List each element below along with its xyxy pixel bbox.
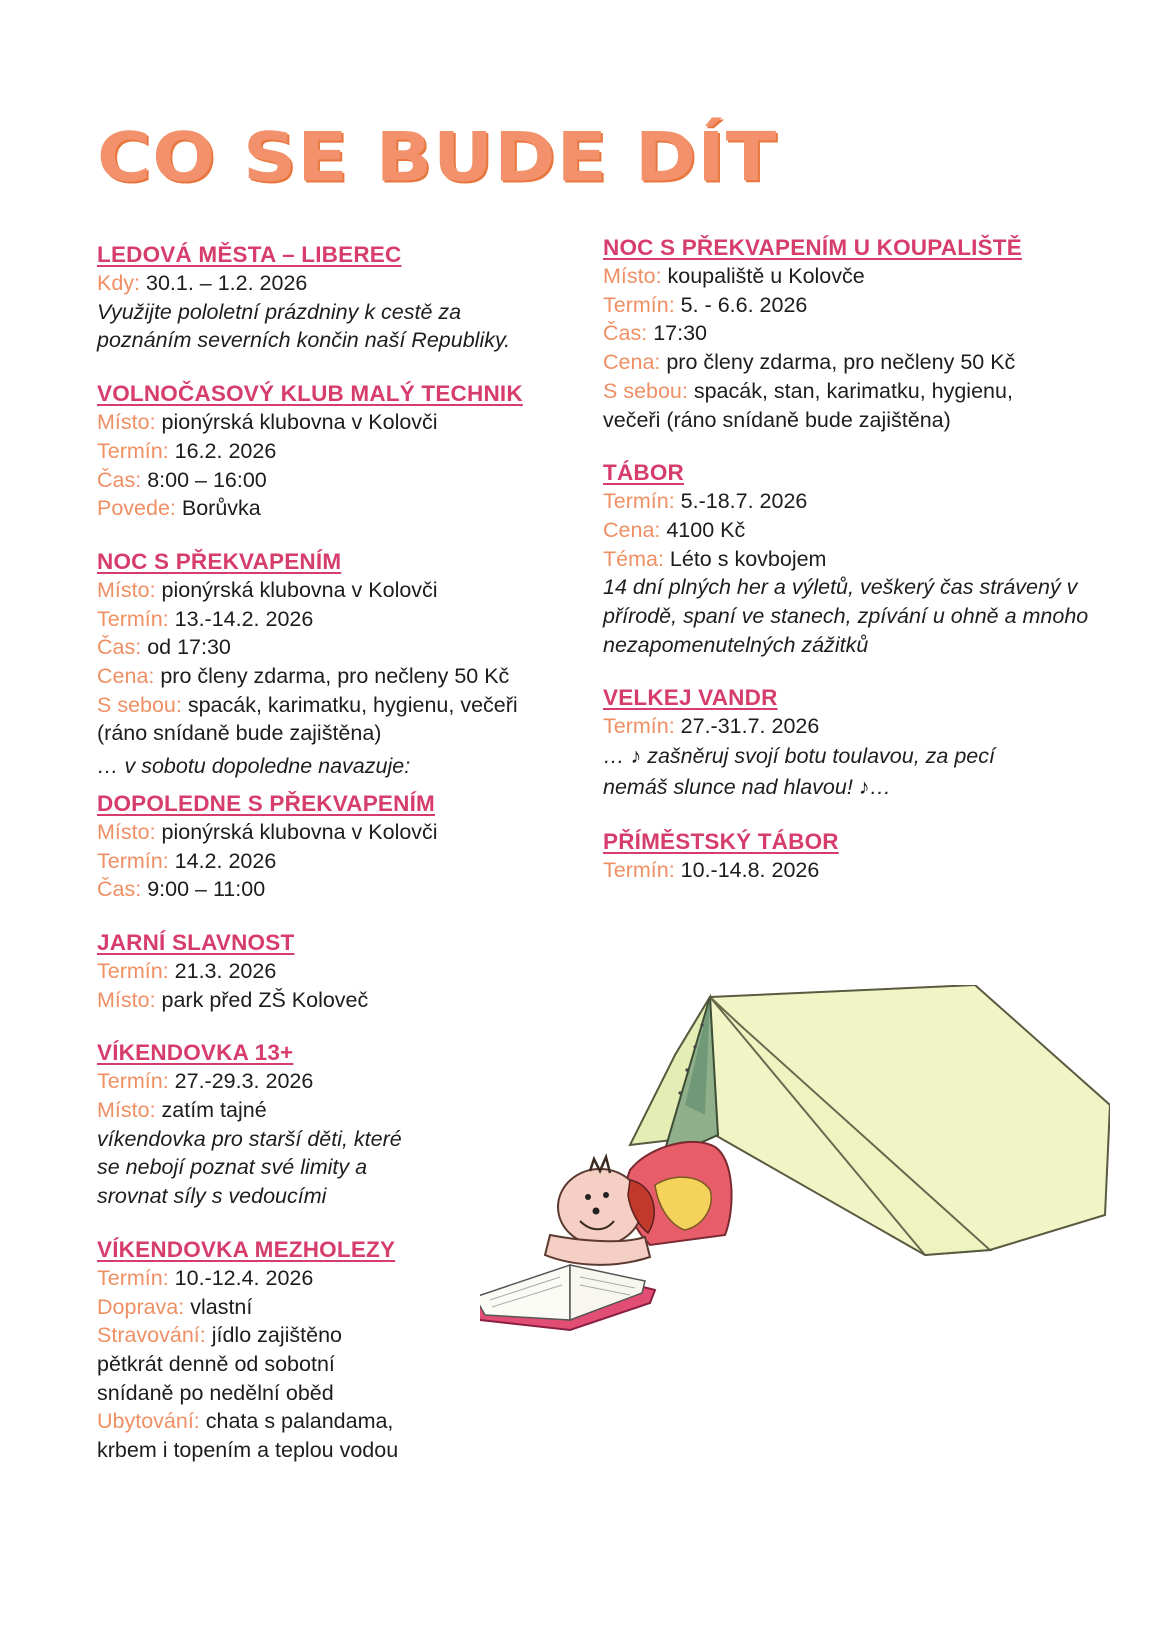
field-label: Čas: xyxy=(603,321,648,346)
page-title: CO SE BUDE DÍT xyxy=(97,118,778,198)
event-date-row xyxy=(603,712,1123,741)
field-value: od 17:30 xyxy=(141,635,231,660)
event-date-row xyxy=(97,957,567,986)
event-date-row xyxy=(603,291,1123,320)
event-price-row xyxy=(603,348,1123,377)
field-value: jídlo zajištěno pětkrát denně od sobotní snídaně po nedělní oběd xyxy=(97,1323,342,1405)
event-date-row xyxy=(97,437,567,466)
event-title: NOC S PŘEKVAPENÍM U KOUPALIŠTĚ xyxy=(603,235,1022,260)
event-title: VÍKENDOVKA MEZHOLEZY xyxy=(97,1236,396,1262)
event-title: VELKEJ VANDR xyxy=(603,685,778,711)
event-description: 14 dní plných her a výletů, veškerý čas strávený v přírodě, spaní ve stanech, zpívání u ohně a mnoho nezapomenutelných zážitků xyxy=(603,575,1089,657)
field-value: 9:00 – 11:00 xyxy=(141,877,266,902)
event-place-row xyxy=(97,576,567,605)
field-value: chata s palandama, krbem i topením a teplou vodou xyxy=(97,1409,399,1463)
field-label: Čas: xyxy=(97,635,142,660)
field-value: 10.-14.8. 2026 xyxy=(674,858,820,883)
field-label: Termín: xyxy=(97,958,169,983)
event-description: … ♪ zašněruj svojí botu toulavou, za pecí nemáš slunce nad hlavou! ♪… xyxy=(603,744,995,800)
field-label: Místo: xyxy=(603,264,662,288)
field-value: 17:30 xyxy=(647,321,707,346)
field-value: 8:00 – 16:00 xyxy=(141,467,267,492)
field-value: zatím tajné xyxy=(155,1098,267,1123)
event-noc-s-prekvapenim xyxy=(97,547,567,781)
event-followup-note: … v sobotu dopoledne navazuje: xyxy=(97,754,411,779)
event-price-row xyxy=(603,516,1123,545)
field-value: park před ZŠ Koloveč xyxy=(155,987,369,1012)
field-label: Termín: xyxy=(603,858,675,883)
event-place-row xyxy=(603,262,1123,291)
event-tabor xyxy=(603,458,1123,659)
field-value: 13.-14.2. 2026 xyxy=(168,606,314,631)
event-bring-row xyxy=(603,377,1053,434)
field-value: pionýrská klubovna v Kolovči xyxy=(155,577,438,602)
event-title: JARNÍ SLAVNOST xyxy=(97,929,295,955)
field-value: pionýrská klubovna v Kolovči xyxy=(155,819,438,844)
field-label: Termín: xyxy=(97,438,169,463)
field-value: 27.-31.7. 2026 xyxy=(674,714,820,739)
field-value: koupaliště u Kolovče xyxy=(661,264,865,288)
field-label: Termín: xyxy=(603,292,675,317)
event-noc-koupaliste xyxy=(603,233,1123,434)
field-value: 16.2. 2026 xyxy=(168,438,277,463)
event-time-row xyxy=(97,875,567,904)
event-primestsky-tabor xyxy=(603,827,1123,885)
tent-dog-illustration xyxy=(480,985,1110,1405)
event-date-row xyxy=(97,847,567,876)
field-label: Termín: xyxy=(603,489,675,514)
event-time-row xyxy=(97,633,567,662)
field-label: Kdy: xyxy=(97,271,141,295)
book xyxy=(480,1265,655,1330)
field-value: Léto s kovbojem xyxy=(663,546,827,571)
event-description: Využijte pololetní prázdniny k cestě za poznáním severních končin naší Republiky. xyxy=(97,299,511,353)
field-label: Termín: xyxy=(97,1265,169,1290)
field-value: 10.-12.4. 2026 xyxy=(168,1265,314,1290)
field-value: pro členy zdarma, pro nečleny 50 Kč xyxy=(660,350,1016,375)
event-date-row xyxy=(97,269,567,298)
field-value: 14.2. 2026 xyxy=(168,848,277,873)
field-label: Termín: xyxy=(97,1069,169,1094)
field-value: 5. - 6.6. 2026 xyxy=(674,292,808,317)
field-label: Cena: xyxy=(603,350,661,375)
field-label: Stravování: xyxy=(97,1323,206,1348)
field-label: Místo: xyxy=(97,819,156,844)
event-title: VÍKENDOVKA 13+ xyxy=(97,1040,294,1066)
event-leader-row xyxy=(97,494,567,523)
field-value: pro členy zdarma, pro nečleny 50 Kč xyxy=(154,664,510,689)
field-value: pionýrská klubovna v Kolovči xyxy=(155,410,438,435)
event-title: VOLNOČASOVÝ KLUB MALÝ TECHNIK xyxy=(97,381,523,407)
event-title: NOC S PŘEKVAPENÍM xyxy=(97,548,342,574)
event-place-row xyxy=(97,408,567,437)
event-lodging-row xyxy=(97,1407,432,1464)
event-bring-row xyxy=(97,691,557,748)
event-food-row xyxy=(97,1321,382,1407)
event-ledova-mesta xyxy=(97,240,567,355)
field-label: Místo: xyxy=(97,1098,156,1123)
field-label: Místo: xyxy=(97,410,156,435)
event-title: DOPOLEDNE S PŘEKVAPENÍM xyxy=(97,790,435,816)
field-value: spacák, karimatku, hygienu, večeři (ráno snídaně bude zajištěna) xyxy=(97,692,518,746)
event-date-row xyxy=(603,856,1123,885)
event-description: víkendovka pro starší děti, které se nebojí poznat své limity a srovnat síly s vedoucími xyxy=(97,1126,402,1209)
right-column xyxy=(603,233,1123,909)
field-label: Termín: xyxy=(97,848,169,873)
field-label: Ubytování: xyxy=(97,1409,200,1434)
field-label: Cena: xyxy=(97,664,155,689)
field-label: Doprava: xyxy=(97,1294,185,1319)
field-value: 5.-18.7. 2026 xyxy=(674,489,808,514)
event-title: PŘÍMĚSTSKÝ TÁBOR xyxy=(603,829,839,855)
field-value: 4100 Kč xyxy=(660,517,746,542)
event-velkej-vandr xyxy=(603,683,1123,803)
field-label: Čas: xyxy=(97,877,142,902)
event-date-row xyxy=(603,487,1123,516)
event-title: LEDOVÁ MĚSTA – LIBEREC xyxy=(97,242,402,267)
event-title: TÁBOR xyxy=(603,460,684,486)
field-label: Povede: xyxy=(97,496,176,521)
field-label: Místo: xyxy=(97,987,156,1012)
event-place-row xyxy=(97,818,567,847)
field-label: S sebou: xyxy=(97,692,182,717)
field-value: 27.-29.3. 2026 xyxy=(168,1069,314,1094)
field-label: Místo: xyxy=(97,577,156,602)
field-label: Termín: xyxy=(97,606,169,631)
field-value: Borůvka xyxy=(175,496,261,521)
field-value: spacák, stan, karimatku, hygienu, večeři (ráno snídaně bude zajištěna) xyxy=(603,378,1013,432)
event-time-row xyxy=(603,319,1123,348)
field-label: S sebou: xyxy=(603,378,688,403)
event-theme-row xyxy=(603,545,1123,574)
field-label: Termín: xyxy=(603,714,675,739)
field-value: 30.1. – 1.2. 2026 xyxy=(140,271,308,295)
field-value: vlastní xyxy=(184,1294,253,1319)
event-time-row xyxy=(97,466,567,495)
event-price-row xyxy=(97,662,567,691)
field-label: Cena: xyxy=(603,517,661,542)
field-label: Téma: xyxy=(603,546,664,571)
event-date-row xyxy=(97,605,567,634)
field-value: 21.3. 2026 xyxy=(168,958,277,983)
field-label: Čas: xyxy=(97,467,142,492)
event-maly-technik xyxy=(97,379,567,523)
event-dopoledne xyxy=(97,789,567,904)
